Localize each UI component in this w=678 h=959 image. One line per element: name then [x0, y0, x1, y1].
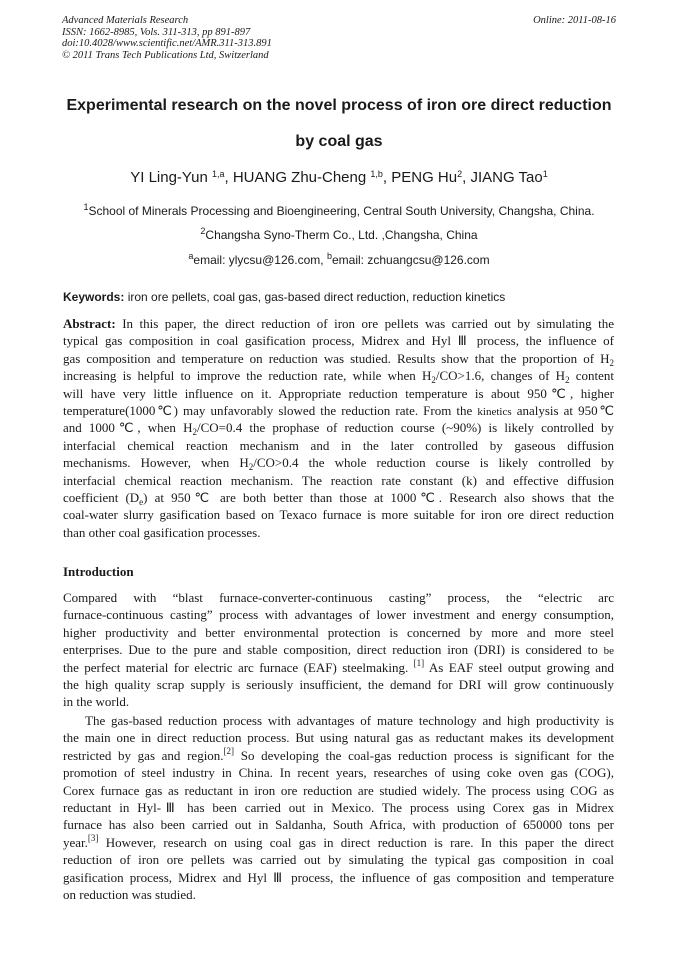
- keywords: [63, 290, 623, 305]
- title-line-2: by coal gas: [295, 133, 383, 150]
- online-date: Online: 2011-08-16: [533, 15, 616, 26]
- citation: [1]: [413, 657, 425, 668]
- paragraph-line: the high quality scrap supply is seriously insufficient, the demand for DRI will grow continuously: [63, 676, 614, 692]
- paragraph-text: However, research on using coal gas in direct reduction is rare. In this paper the direct: [105, 834, 614, 850]
- abstract-line: than other coal gasification processes.: [63, 524, 261, 540]
- abstract: [63, 315, 614, 541]
- paragraph-text: year.: [63, 834, 88, 850]
- abstract-line: will have very little influence on it. Appropriate reduction temperature is about 950℃, higher: [63, 385, 614, 401]
- copyright-line: © 2011 Trans Tech Publications Ltd, Switzerland: [62, 49, 269, 61]
- paragraph-line: [63, 834, 614, 851]
- citation: [3]: [87, 832, 99, 843]
- citation: [2]: [223, 745, 235, 756]
- author-list: YI Ling-Yun $^{1,a}$, HUANG Zhu-Cheng $^{1,b}$, PENG Hu$^2$, JIANG Tao$^1$: [130, 169, 548, 186]
- author-marker: 1: [542, 169, 548, 179]
- abstract-text: increasing is helpful to improve the reduction rate, while when H: [63, 368, 432, 384]
- abstract-text: kinetics: [477, 405, 512, 418]
- author-marker: 1,b: [370, 169, 383, 179]
- affiliation-marker: 1: [83, 202, 89, 212]
- paragraph-line: [63, 659, 614, 676]
- subscript: 2: [248, 462, 254, 473]
- paragraph-text: restricted by gas and region.: [63, 747, 224, 763]
- abstract-text: /CO>1.6, changes of H: [435, 368, 566, 384]
- abstract-label: Abstract:: [63, 316, 116, 331]
- abstract-line: [63, 315, 614, 332]
- paragraph-line: furnace has also been carried out in Saldanha, South Africa, with production of 650000 tons per: [63, 817, 614, 833]
- subscript: e: [139, 496, 144, 507]
- paper-title: [40, 88, 638, 160]
- abstract-text: coefficient (D: [63, 489, 140, 505]
- subscript: 2: [431, 375, 436, 386]
- paragraph-text: the perfect material for electric arc furnace (EAF) steelmaking.: [63, 659, 409, 675]
- affiliation-text: School of Minerals Processing and Bioengineering, Central South University, Changsha, China.: [88, 204, 595, 218]
- subscript: 2: [565, 375, 570, 386]
- abstract-text: analysis at 950℃: [516, 402, 615, 418]
- title-line-1: Experimental research on the novel process of iron ore direct reduction: [66, 97, 612, 114]
- abstract-text: and 1000℃, when H: [63, 420, 193, 436]
- abstract-text: In this paper, the direct reduction of iron ore pellets was carried out by simulating the: [122, 316, 615, 331]
- author-name: PENG Hu: [391, 169, 458, 186]
- paragraph-line: in the world.: [63, 694, 130, 710]
- abstract-text: /CO=0.4 the prophase of reduction course (~90%) is likely controlled by: [196, 420, 614, 436]
- email-marker: b: [326, 251, 332, 261]
- paragraph-line: on reduction was studied.: [63, 886, 196, 902]
- abstract-text: mechanisms. However, when H: [63, 455, 249, 471]
- abstract-line: typical gas composition in coal gasification process, Midrex and Hyl Ⅲ process, the influence of: [63, 333, 614, 349]
- abstract-line: [63, 350, 614, 367]
- abstract-line: [63, 489, 614, 506]
- paragraph-text: be: [603, 645, 615, 658]
- abstract-line: coal-water slurry gasification based on Texaco furnace is more suitable for iron ore direct reduction: [63, 507, 614, 523]
- keywords-label: Keywords:: [63, 290, 125, 304]
- paragraph-line: reduction of iron ore pellets was carried out by simulating the typical gas composition in coal: [63, 852, 614, 868]
- paragraph-line: The gas-based reduction process with advantages of mature technology and high productivity is: [85, 713, 614, 728]
- intro-paragraph-2: [63, 712, 614, 903]
- abstract-line: [63, 402, 614, 419]
- paragraph-line: Corex furnace gas as reductant in iron ore reduction are studied widely. The process using COG as: [63, 782, 614, 798]
- author-name: HUANG Zhu-Cheng: [232, 169, 367, 186]
- author-marker: 1,a: [211, 169, 225, 179]
- subscript: 2: [192, 427, 197, 438]
- paragraph-line: [63, 747, 614, 764]
- email-a: email: ylycsu@126.com,: [193, 253, 324, 267]
- abstract-text: /CO>0.4 the whole reduction course is likely controlled by: [253, 455, 615, 471]
- paragraph-line: [63, 641, 614, 658]
- paragraph-text: enterprises. Due to the pure and stable composition, direct reduction iron (DRI) is considered to: [63, 642, 598, 658]
- abstract-line: [63, 367, 614, 384]
- paragraph-line: higher productivity and better environmental protection is concerned by more and more steel: [63, 624, 614, 640]
- journal-name: Advanced Materials Research: [62, 15, 189, 26]
- paragraph-line: the main one in direct reduction process. But using natural gas as reductant makes its development: [63, 730, 614, 746]
- affiliation-marker: 2: [200, 226, 206, 236]
- paragraph-line: gasification process, Midrex and Hyl Ⅲ process, the influence of gas composition and temperature: [63, 869, 614, 885]
- abstract-text: gas composition and temperature on reduction was studied. Results show that the proportion of H: [63, 350, 610, 366]
- email-b: email: zchuangcsu@126.com: [332, 253, 490, 267]
- author-name: JIANG Tao: [470, 169, 543, 186]
- issn-line: ISSN: 1662-8985, Vols. 311-313, pp 891-897: [62, 26, 251, 38]
- doi-line: doi:10.4028/www.scientific.net/AMR.311-313.891: [62, 38, 272, 49]
- affiliation-1: [40, 204, 638, 219]
- author-marker: 2: [457, 169, 463, 179]
- paragraph-line: reductant in Hyl-Ⅲ has been carried out in Mexico. The process using Corex gas in Midrex: [63, 799, 614, 815]
- abstract-text: temperature(1000℃) may unfavorably slowed the reduction rate. From the: [63, 402, 473, 418]
- email-line: [40, 253, 638, 268]
- abstract-line: [63, 419, 614, 436]
- author-name: YI Ling-Yun: [130, 169, 208, 186]
- paragraph-line: furnace-continuous casting” process with advantages of lower investment and energy consumption,: [63, 607, 614, 623]
- abstract-line: [63, 454, 614, 471]
- abstract-text: content: [575, 368, 615, 384]
- abstract-line: interfacial chemical reaction mechanism. The reaction rate constant (k) and effective diffusion: [63, 472, 614, 488]
- introduction-heading: Introduction: [63, 564, 134, 579]
- subscript: 2: [609, 357, 614, 368]
- abstract-line: interfacial chemical reaction mechanism and in the later controlled by gaseous diffusion: [63, 437, 614, 453]
- journal-header: [62, 15, 392, 61]
- affiliation-text: Changsha Syno-Therm Co., Ltd. ,Changsha, China: [205, 228, 478, 242]
- email-marker: a: [188, 251, 194, 261]
- paragraph-text: As EAF steel output growing and: [428, 659, 615, 675]
- paragraph-text: So developing the coal-gas reduction process is significant for the: [240, 747, 615, 763]
- keywords-text: iron ore pellets, coal gas, gas-based direct reduction, reduction kinetics: [127, 290, 506, 304]
- intro-paragraph-1: [63, 589, 614, 711]
- paragraph-line: Compared with “blast furnace-converter-continuous casting” process, the “electric arc: [63, 590, 614, 605]
- affiliation-2: [40, 228, 638, 243]
- abstract-text: ) at 950℃ are both better than those at 1000℃. Research also shows that the: [143, 489, 614, 505]
- paragraph-line: promotion of steel industry in China. In recent years, researches of using coke oven gas (COG),: [63, 765, 614, 781]
